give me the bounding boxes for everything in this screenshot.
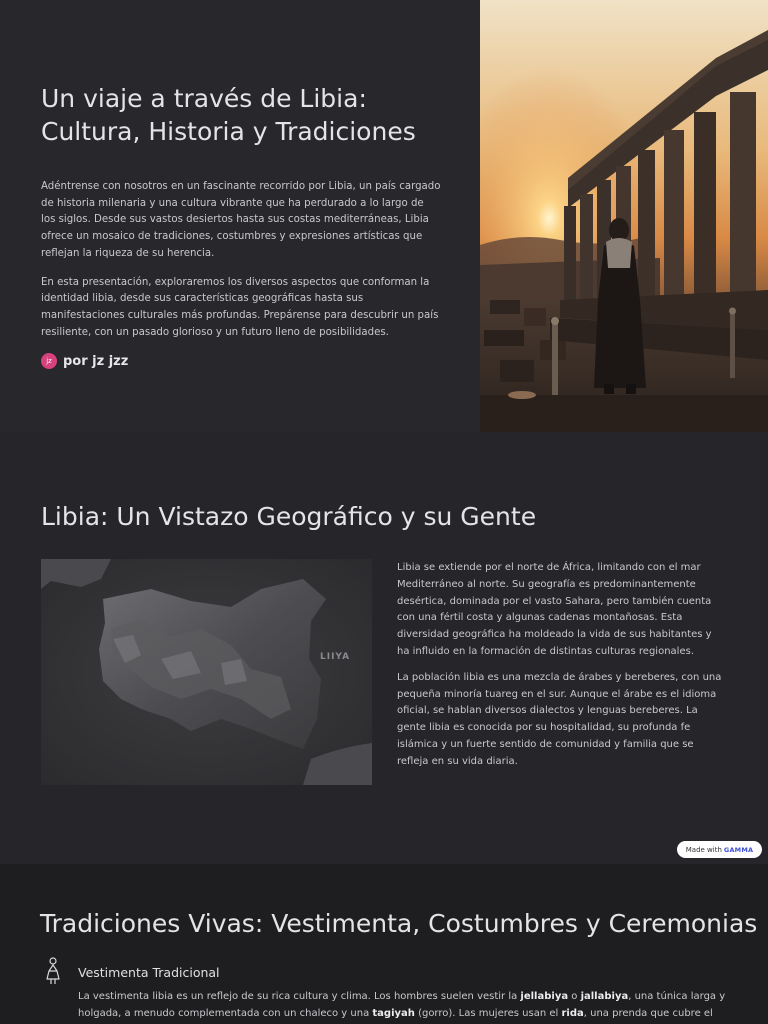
person-icon	[44, 957, 62, 985]
libya-relief-map-image	[41, 559, 372, 785]
term-jallabiya: jallabiya	[580, 991, 629, 1002]
term-jellabiya: jellabiya	[520, 991, 569, 1002]
gamma-logo: GAMMA	[723, 845, 754, 854]
term-rida: rida	[561, 1007, 584, 1019]
ruins-sunset-image	[480, 0, 768, 432]
traditions-title: Tradiciones Vivas: Vestimenta, Costumbres y Ceremonias	[40, 909, 758, 938]
author-name[interactable]: por jz jzz	[63, 353, 129, 369]
title-line-2: Cultura, Historia y Tradiciones	[41, 117, 416, 146]
section-subheading: Vestimenta Tradicional	[78, 965, 220, 980]
author-byline[interactable]	[41, 353, 441, 369]
title-slide	[0, 0, 768, 432]
geography-paragraph-2: La población libia es una mezcla de árabes y bereberes, con una pequeña minoría tuareg en el sur. Aunque el árabe es el idioma oficial, se hablan diversos dialectos y lenguas bereberes. La gente libia es conocida por su hospitalidad, su profunda fe islámica y un fuerte sentido de comunidad y familia que se refleja en su vida diaria.	[397, 671, 722, 767]
page-title	[41, 82, 441, 148]
intro-paragraph-1: Adéntrense con nosotros en un fascinante recorrido por Libia, un país cargado de historia milenaria y una cultura vibrante que ha perdurado a lo largo de los siglos. Desde sus vastos desiertos hasta sus costas mediterráneas, Libia ofrece un mosaico de tradiciones, costumbres y expresiones artísticas que reflejan la riqueza de su herencia.	[41, 181, 441, 259]
traditions-paragraph: La vestimenta libia es un reflejo de su rica cultura y clima. Los hombres suelen vestir la jellabiya o jallabiya, una túnica larga y holgada, a menudo complementada con un chaleco y una tagiyah (gorro). Las mujeres usan el rida, una prenda que cubre el	[78, 991, 726, 1019]
geography-slide	[0, 432, 768, 864]
badge-made-with: Made with	[685, 845, 722, 854]
avatar: jz	[41, 353, 57, 369]
geography-title: Libia: Un Vistazo Geográfico y su Gente	[41, 502, 537, 531]
geography-text	[397, 560, 727, 771]
title-slide-content	[41, 82, 441, 369]
map-label: LIIYA	[320, 652, 351, 662]
term-tagiyah: tagiyah	[372, 1007, 415, 1019]
made-with-gamma-badge[interactable]	[677, 841, 762, 858]
intro-paragraph-2: En esta presentación, exploraremos los diversos aspectos que conforman la identidad libia, desde sus características geográficas hasta sus manifestaciones culturales más profundas. Prepárense para descubrir un país resiliente, con un pasado glorioso y un futuro lleno de posibilidades.	[41, 276, 439, 338]
traditions-slide	[0, 864, 768, 1024]
geography-paragraph-1: Libia se extiende por el norte de África, limitando con el mar Mediterráneo al norte. Su geografía es predominantemente desértica, dominada por el vasto Sahara, pero también cuenta con una fértil costa y algunas cadenas montañosas. Esta diversidad geográfica ha moldeado la vida de sus habitantes y ha influido en la formación de distintas culturas regionales.	[397, 562, 712, 657]
title-line-1: Un viaje a través de Libia:	[41, 84, 367, 113]
